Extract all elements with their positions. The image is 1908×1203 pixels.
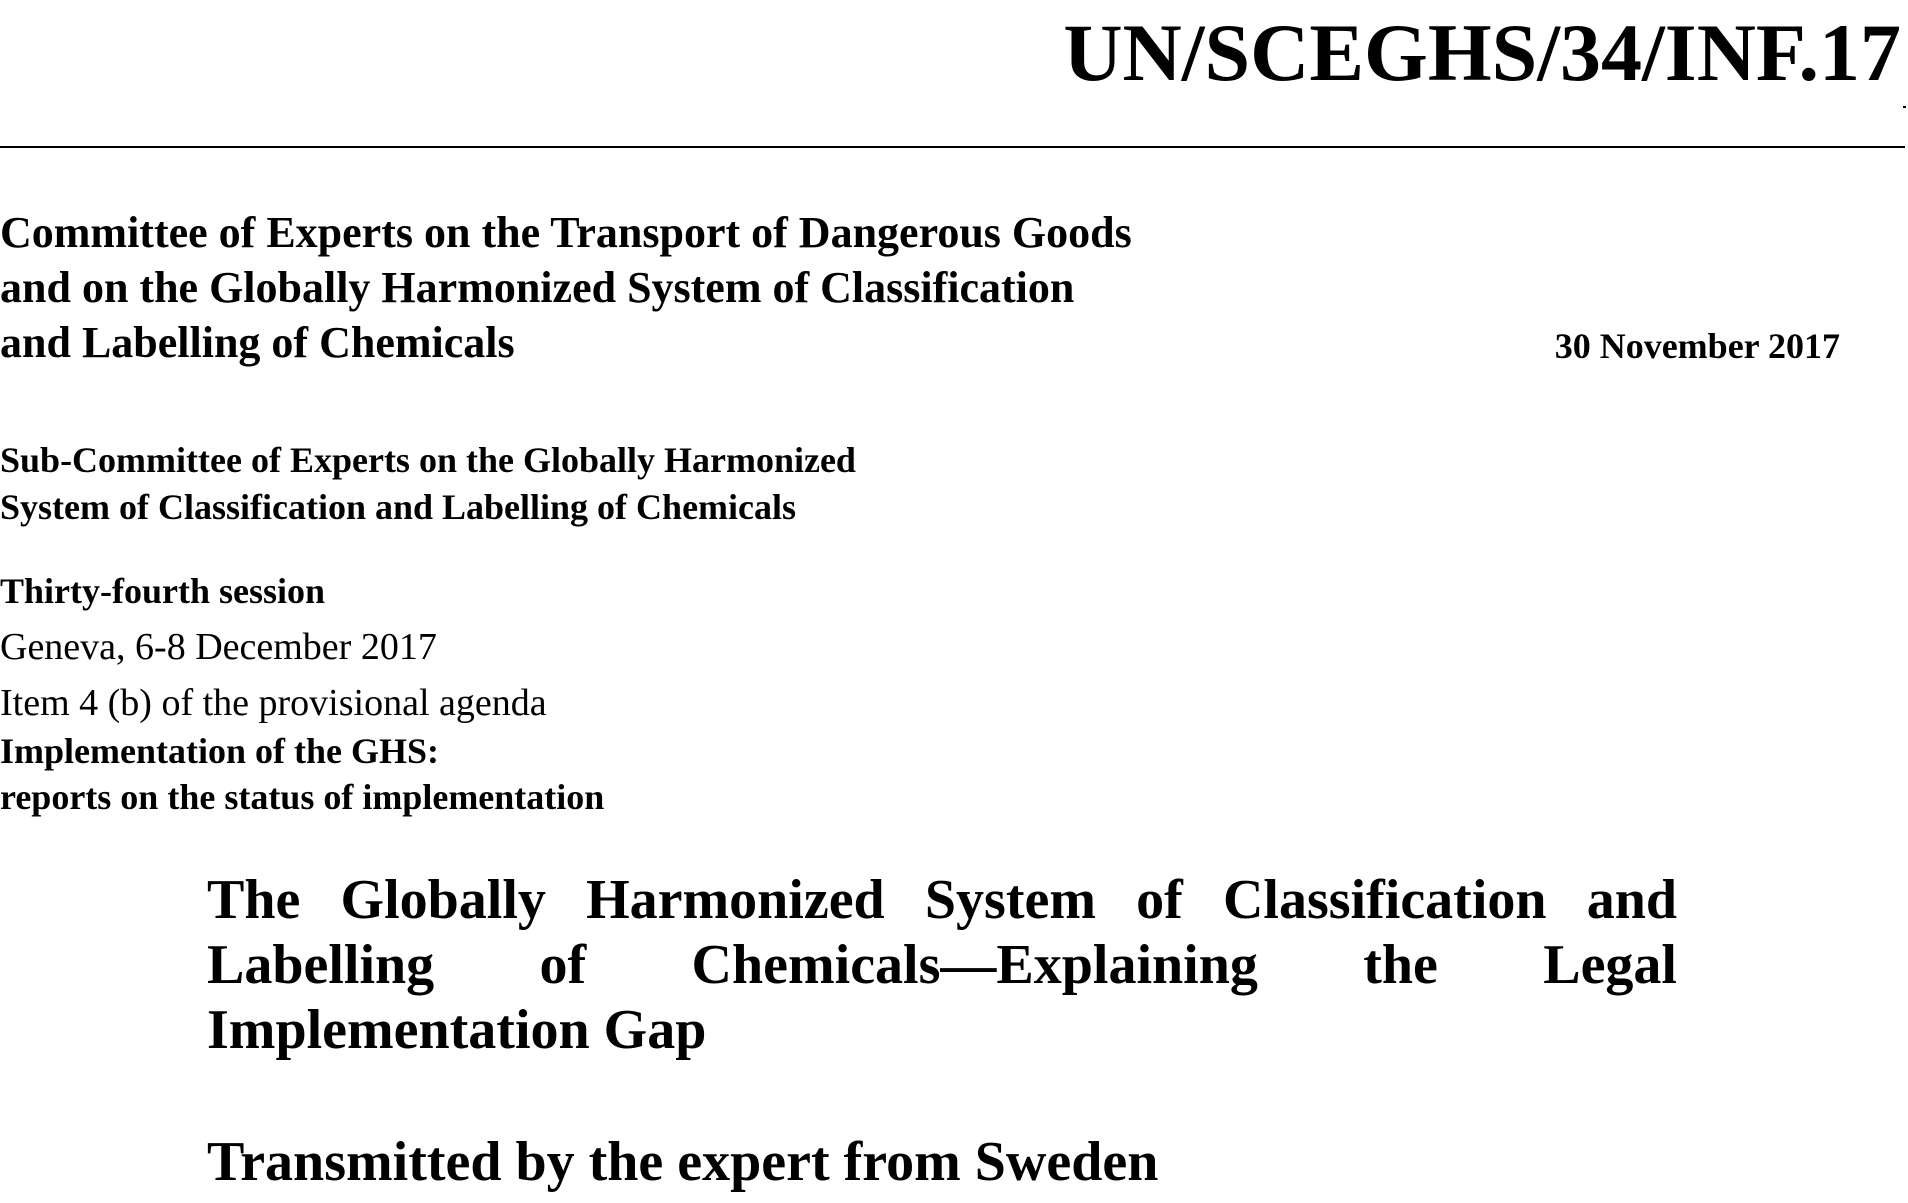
header-divider bbox=[0, 146, 1905, 148]
committee-line: and Labelling of Chemicals bbox=[0, 318, 515, 367]
header-tick-mark bbox=[1903, 106, 1906, 108]
document-title: The Globally Harmonized System of Classification and Labelling of Chemicals—Explaining the Legal Implementation Gap bbox=[207, 869, 1677, 1061]
committee-heading bbox=[0, 205, 1132, 370]
committee-line: and on the Globally Harmonized System of Classification bbox=[0, 263, 1075, 312]
venue: Geneva, 6-8 December 2017 bbox=[0, 626, 437, 668]
subcommittee-heading bbox=[0, 437, 856, 531]
venue-and-agenda bbox=[0, 619, 547, 731]
subcommittee-line: System of Classification and Labelling of Chemicals bbox=[0, 487, 797, 527]
committee-line: Committee of Experts on the Transport of Dangerous Goods bbox=[0, 208, 1132, 257]
subcommittee-line: Sub-Committee of Experts on the Globally Harmonized bbox=[0, 440, 856, 480]
document-symbol: UN/SCEGHS/34/INF.17 bbox=[1063, 7, 1901, 98]
document-date: 30 November 2017 bbox=[1554, 326, 1840, 366]
agenda-title-line: reports on the status of implementation bbox=[0, 777, 605, 817]
agenda-title-line: Implementation of the GHS: bbox=[0, 731, 439, 771]
agenda-title bbox=[0, 728, 604, 820]
agenda-item: Item 4 (b) of the provisional agenda bbox=[0, 682, 547, 724]
transmitted-by: Transmitted by the expert from Sweden bbox=[207, 1131, 1159, 1193]
session-label: Thirty-fourth session bbox=[0, 571, 326, 611]
